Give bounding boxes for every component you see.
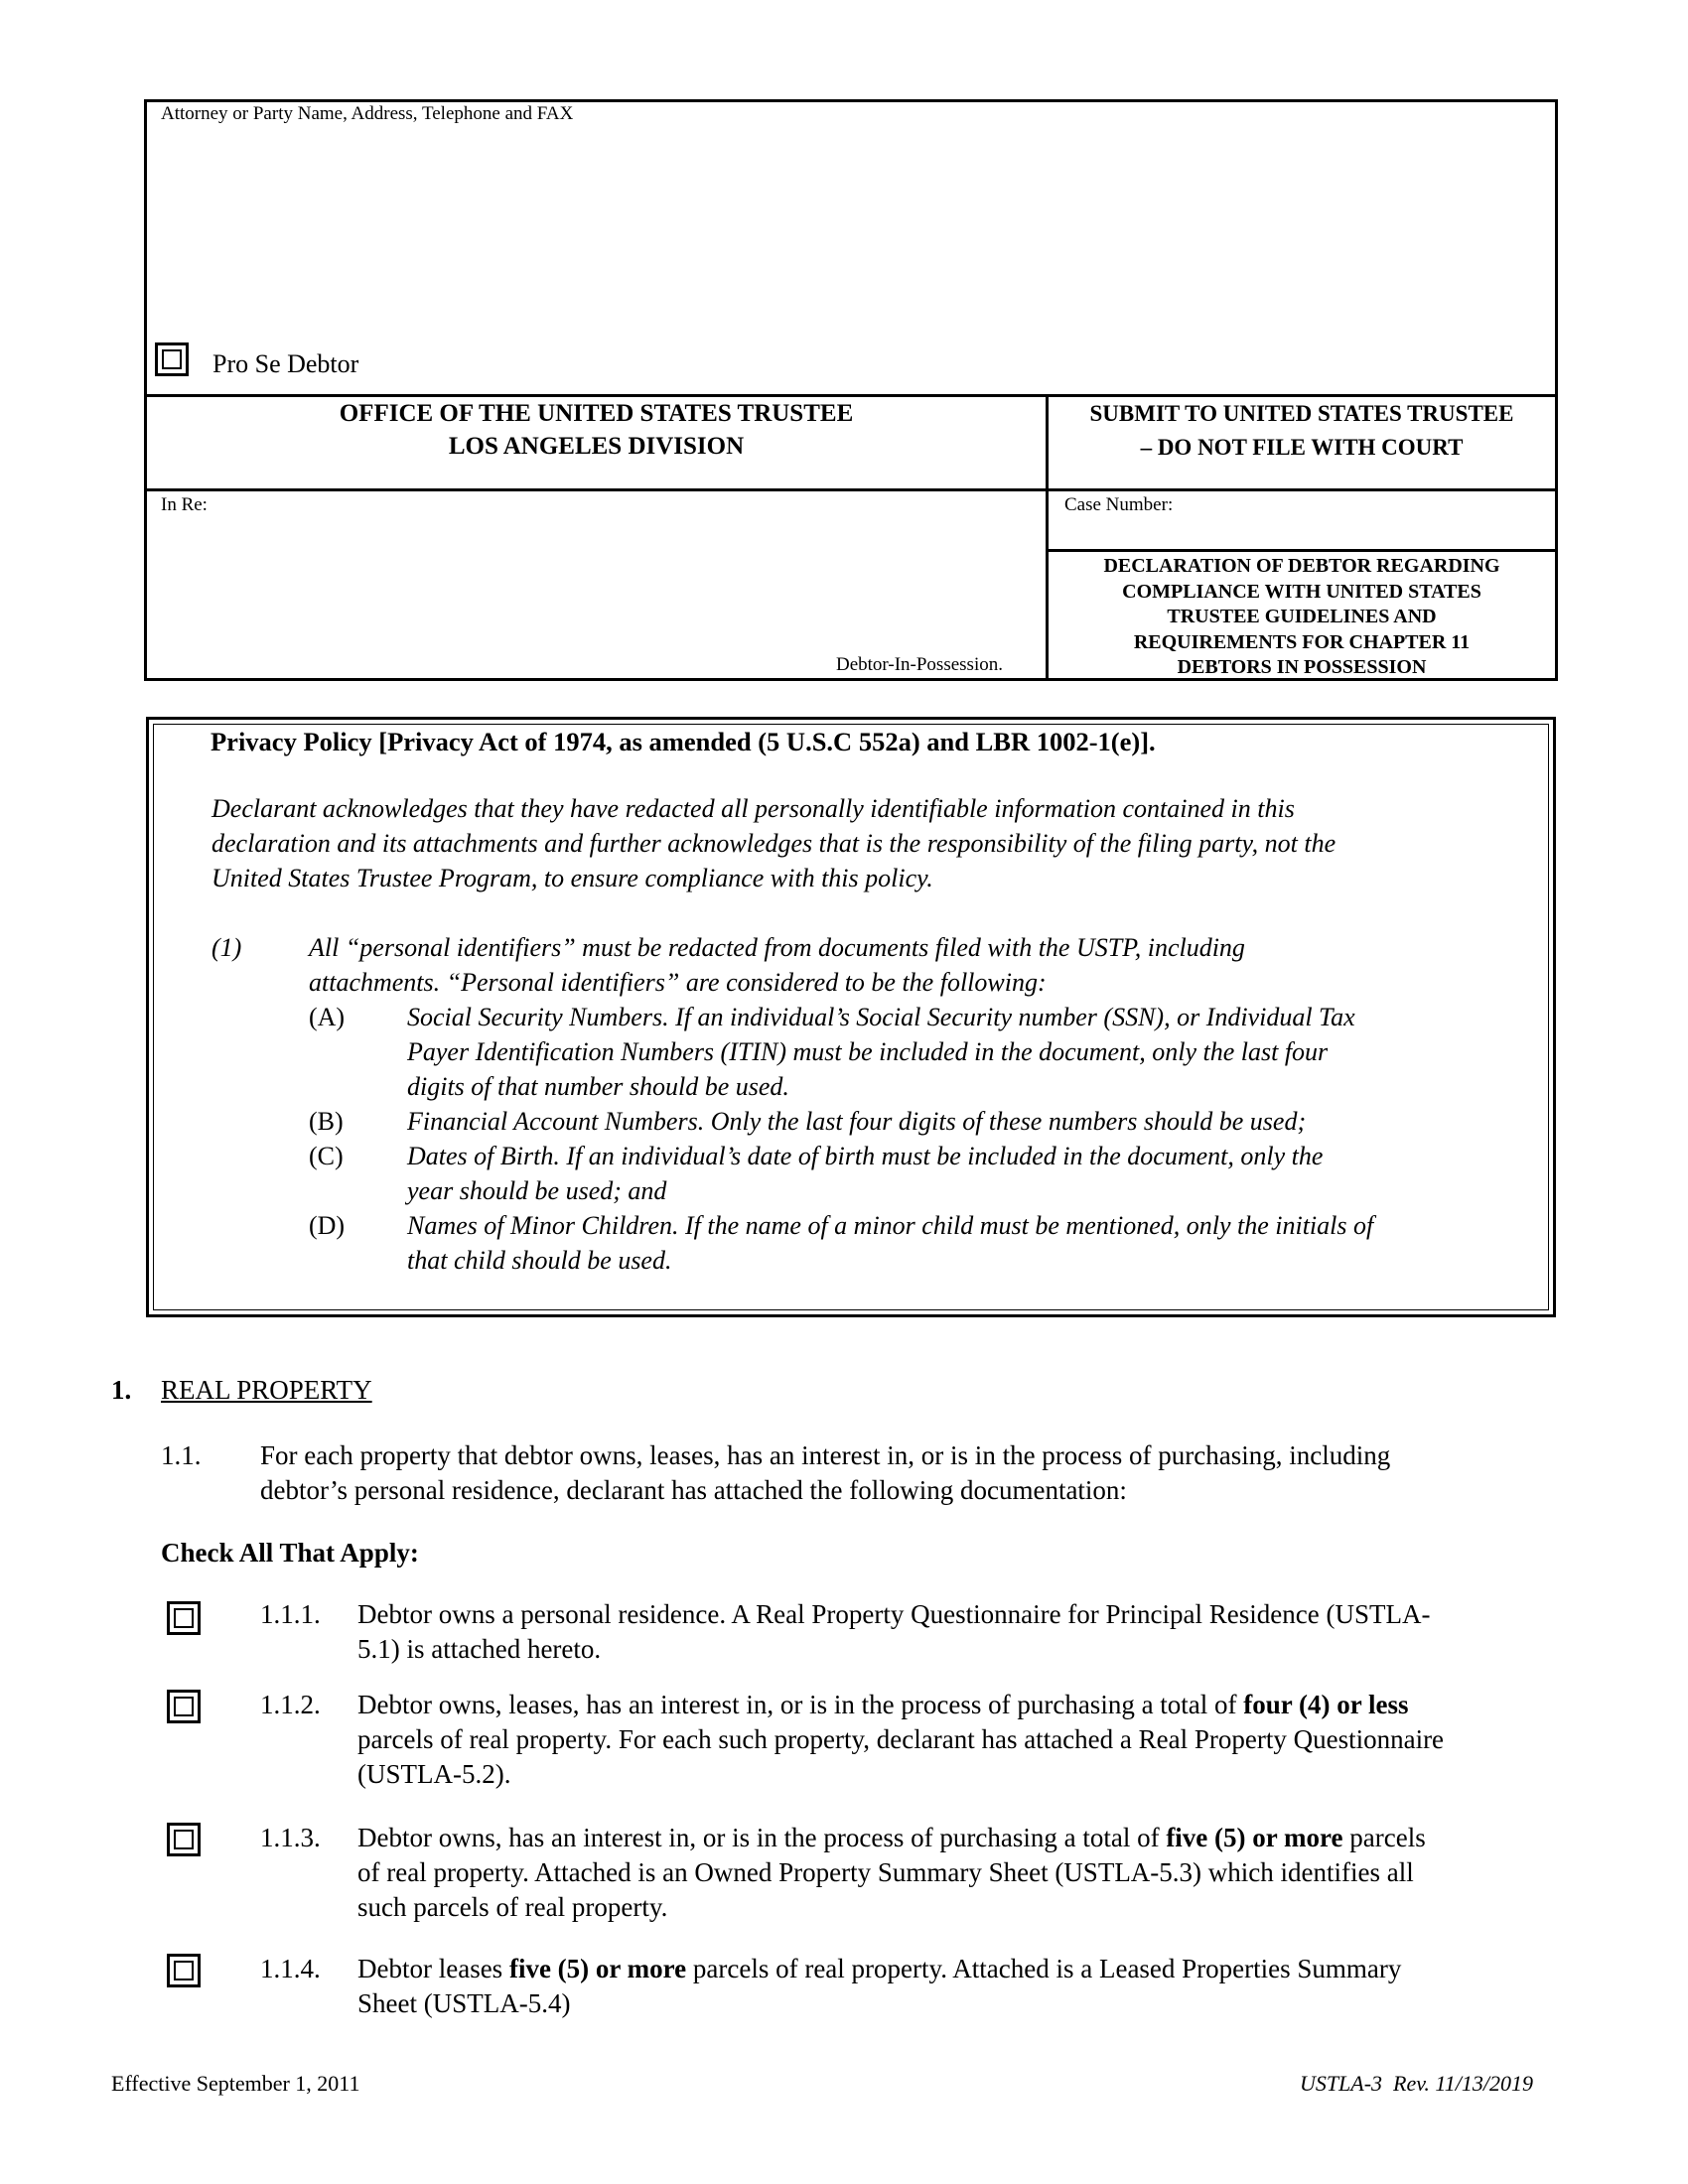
item-text — [357, 1688, 1444, 1792]
declaration-line: DECLARATION OF DEBTOR REGARDING — [1103, 555, 1500, 577]
item-text — [357, 1952, 1401, 2021]
declaration-line: REQUIREMENTS FOR CHAPTER 11 — [1133, 630, 1471, 653]
privacy-title: Privacy Policy [Privacy Act of 1974, as amended (5 U.S.C 552a) and LBR 1002-1(e)]. — [211, 727, 1156, 756]
item-text — [357, 1597, 1430, 1667]
privacy-acknowledgement — [211, 791, 1336, 895]
subitem-line: Payer Identification Numbers (ITIN) must be included in the document, only the last four — [407, 1037, 1329, 1066]
item-line: All “personal identifiers” must be redacted from documents filed with the USTP, including — [309, 933, 1245, 962]
footer-effective-date: Effective September 1, 2011 — [111, 2071, 360, 2096]
checkbox-1-1-1[interactable] — [167, 1601, 201, 1635]
subitem-line: Names of Minor Children. If the name of a minor child must be mentioned, only the initials of — [407, 1211, 1374, 1240]
subitem-line: Social Security Numbers. If an individual’s Social Security number (SSN), or Individual Tax — [407, 1003, 1355, 1031]
subitem-line: Dates of Birth. If an individual’s date of birth must be included in the document, only the — [407, 1142, 1324, 1170]
item-text-bold: five (5) or more — [1166, 1823, 1343, 1852]
declaration-line: TRUSTEE GUIDELINES AND — [1167, 606, 1437, 627]
paragraph-line: For each property that debtor owns, leases, has an interest in, or is in the process of purchasing, including — [260, 1440, 1391, 1470]
pro-se-checkbox[interactable] — [155, 342, 189, 376]
footer-form-id: USTLA-3 Rev. 11/13/2019 — [1299, 2071, 1533, 2096]
paragraph-number: 1.1. — [161, 1440, 202, 1470]
section-title: REAL PROPERTY — [161, 1375, 372, 1405]
office-line: OFFICE OF THE UNITED STATES TRUSTEE — [339, 400, 854, 427]
item-line — [357, 1688, 1444, 1722]
item-text-run: Debtor leases — [357, 1954, 509, 1983]
subitem-letter: (A) — [309, 1003, 346, 1031]
ack-line: Declarant acknowledges that they have redacted all personally identifiable information contained in this — [211, 794, 1295, 823]
checkbox-1-1-3[interactable] — [167, 1823, 201, 1856]
submit-note — [1049, 397, 1555, 465]
checkbox-1-1-4[interactable] — [167, 1954, 201, 1987]
caption-rule — [1048, 549, 1558, 552]
item-number: 1.1.4. — [260, 1954, 321, 1983]
item-number: 1.1.2. — [260, 1690, 321, 1719]
subitem-text — [407, 1208, 1373, 1278]
item-text-bold: five (5) or more — [508, 1954, 687, 1983]
item-1-text — [309, 930, 1245, 1000]
debtor-in-possession-label: Debtor-In-Possession. — [836, 654, 1003, 675]
item-line: of real property. Attached is an Owned Property Summary Sheet (USTLA-5.3) which identifies all — [357, 1857, 1414, 1887]
subitem-letter: (B) — [309, 1107, 344, 1136]
item-text-run: parcels — [1342, 1823, 1426, 1852]
caption-rule — [144, 488, 1558, 491]
subitem-letter: (C) — [309, 1142, 344, 1170]
item-text-run: Debtor owns, has an interest in, or is in the process of purchasing a total of — [357, 1823, 1167, 1852]
item-line — [357, 1952, 1401, 1986]
item-line: such parcels of real property. — [357, 1892, 668, 1922]
item-number: 1.1.1. — [260, 1599, 321, 1629]
item-text-run: Debtor owns a personal residence. A Real Property Questionnaire for Principal Residence (USTLA- — [357, 1599, 1431, 1629]
declaration-line: DEBTORS IN POSSESSION — [1177, 656, 1427, 678]
item-line — [357, 1821, 1426, 1855]
item-line: Sheet (USTLA-5.4) — [357, 1988, 571, 2018]
attorney-label: Attorney or Party Name, Address, Telephone and FAX — [161, 103, 574, 124]
in-re-label: In Re: — [161, 494, 208, 515]
pro-se-label: Pro Se Debtor — [212, 349, 359, 378]
item-1-number: (1) — [211, 933, 242, 962]
paragraph-text — [260, 1438, 1390, 1508]
item-line: parcels of real property. For each such property, declarant has attached a Real Property Questionnaire — [357, 1724, 1445, 1754]
office-line: LOS ANGELES DIVISION — [448, 433, 745, 460]
submit-line: SUBMIT TO UNITED STATES TRUSTEE — [1089, 401, 1514, 426]
case-number-label: Case Number: — [1064, 494, 1174, 515]
subitem-text — [407, 1104, 1306, 1139]
item-line: 5.1) is attached hereto. — [357, 1634, 602, 1664]
ack-line: declaration and its attachments and further acknowledges that is the responsibility of the filing party, not the — [211, 829, 1336, 858]
declaration-title — [1049, 554, 1555, 681]
item-text-run: parcels of real property. Attached is a Leased Properties Summary — [686, 1954, 1402, 1983]
subitem-line: Financial Account Numbers. Only the last four digits of these numbers should be used; — [407, 1107, 1307, 1136]
item-text-bold: four (4) or less — [1243, 1690, 1409, 1719]
subitem-letter: (D) — [309, 1211, 346, 1240]
item-number: 1.1.3. — [260, 1823, 321, 1852]
subitem-text — [407, 1000, 1355, 1104]
subitem-line: digits of that number should be used. — [407, 1072, 789, 1101]
item-text — [357, 1821, 1426, 1925]
checkbox-1-1-2[interactable] — [167, 1690, 201, 1723]
office-title — [147, 397, 1046, 463]
check-all-heading: Check All That Apply: — [161, 1538, 419, 1568]
item-line: attachments. “Personal identifiers” are considered to be the following: — [309, 968, 1047, 997]
submit-line: – DO NOT FILE WITH COURT — [1140, 435, 1464, 460]
item-line — [357, 1597, 1430, 1632]
paragraph-line: debtor’s personal residence, declarant has attached the following documentation: — [260, 1475, 1127, 1505]
ack-line: United States Trustee Program, to ensure compliance with this policy. — [211, 864, 933, 892]
subitem-line: that child should be used. — [407, 1246, 672, 1275]
declaration-line: COMPLIANCE WITH UNITED STATES — [1122, 580, 1481, 603]
subitem-line: year should be used; and — [407, 1176, 667, 1205]
item-text-run: Debtor owns, leases, has an interest in, or is in the process of purchasing a total of — [357, 1690, 1244, 1719]
section-number: 1. — [111, 1375, 132, 1405]
item-line: (USTLA-5.2). — [357, 1759, 511, 1789]
subitem-text — [407, 1139, 1323, 1208]
